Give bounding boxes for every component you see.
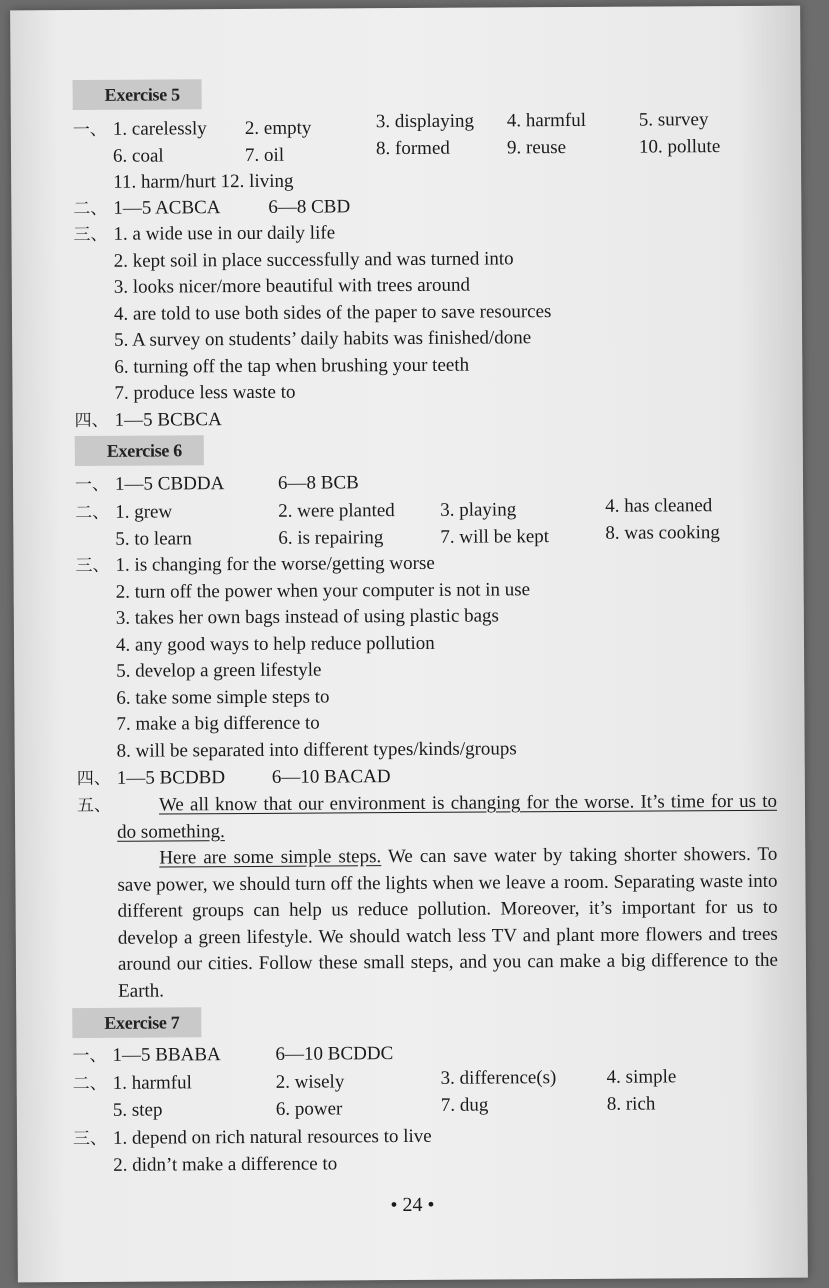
section-number: 三、 [75, 555, 110, 577]
answer-group: 1—5 BBABA [112, 1044, 221, 1066]
answer-line: 1. a wide use in our daily life [113, 222, 336, 245]
answer-item: 3. difference(s) [440, 1067, 557, 1089]
essay-body: We can save water by taking shorter showers. To save power, we should turn off the lights when we leave a room. Separating waste into different groups can help us reduce pollution. Moreover, it’s important for us to develop a green lifestyle. We should watch less TV and plant more flowers and trees around our cities. Follow these small steps, and you can make a big difference to the Earth. [117, 843, 779, 1002]
answer-group: 6—8 BCB [277, 472, 359, 494]
answer-item: 2. were planted [278, 500, 395, 522]
answer-group: 1—5 BCBCA [114, 409, 222, 431]
answer-item: 2. empty [244, 117, 312, 139]
answer-item: 7. dug [440, 1094, 489, 1116]
answer-item: 5. step [112, 1099, 163, 1121]
section-number: 一、 [72, 1045, 107, 1067]
exercise-6-title: Exercise 6 [75, 435, 204, 466]
answer-line: 1. depend on rich natural resources to live [112, 1125, 432, 1149]
answer-item: 1. harmful [112, 1072, 192, 1094]
answer-line: 1. is changing for the worse/getting worse [115, 552, 435, 576]
answer-group: 1—5 ACBCA [113, 197, 221, 219]
answer-item: 1. grew [115, 501, 173, 523]
section-number: 一、 [74, 474, 110, 496]
ex6-section-3 [75, 552, 531, 765]
answer-item: 10. pollute [638, 135, 721, 158]
answer-item: 6. coal [112, 144, 164, 167]
section-number: 四、 [76, 768, 111, 790]
answer-line: 8. will be separated into different types/kinds/groups [116, 737, 517, 762]
book-page [10, 6, 808, 1283]
answer-group: 6—10 BACAD [271, 766, 391, 788]
answer-item: 8. formed [375, 137, 450, 159]
answer-item: 6. power [275, 1097, 343, 1120]
answer-line: 6. take some simple steps to [116, 685, 330, 709]
answer-item: 3. playing [440, 499, 517, 521]
answer-item: 2. wisely [275, 1071, 345, 1093]
answer-line: 2. turn off the power when your computer is not in use [115, 578, 531, 603]
answer-item: 9. reuse [506, 136, 567, 158]
answer-line: 2. kept soil in place successfully and was turned into [113, 247, 514, 272]
exercise-7-title: Exercise 7 [72, 1007, 201, 1038]
section-number: 五、 [76, 795, 112, 817]
answer-group: 6—8 CBD [268, 196, 351, 218]
section-number: 二、 [75, 502, 110, 524]
answer-line: 5. A survey on students’ daily habits was finished/done [114, 327, 532, 351]
answer-line: 6. turning off the tap when brushing your teeth [114, 354, 470, 378]
answer-item: 6. is repairing [278, 526, 384, 549]
answer-group: 1—5 CBDDA [114, 473, 225, 495]
section-number: 四、 [74, 410, 109, 432]
answer-line: 7. make a big difference to [116, 712, 320, 735]
answer-item: 4. harmful [506, 109, 587, 132]
essay-topic-sentence: We all know that our environment is changing for the worse. It’s time for us to do something. [117, 790, 778, 843]
exercise-5-title: Exercise 5 [73, 79, 202, 110]
answer-line: 7. produce less waste to [114, 381, 296, 404]
answer-line: 3. takes her own bags instead of using plastic bags [115, 605, 499, 629]
answer-item: 4. has cleaned [605, 495, 713, 517]
answer-item: 3. displaying [375, 110, 475, 133]
answer-line: 2. didn’t make a difference to [113, 1152, 338, 1176]
answer-item: 4. simple [606, 1066, 677, 1088]
answer-item: 5. survey [638, 109, 709, 131]
section-number: 二、 [73, 198, 108, 220]
ex5-section-1 [72, 109, 793, 197]
section-number: 三、 [72, 1128, 108, 1150]
answer-group: 6—10 BCDDC [275, 1043, 394, 1065]
ex6-section-2 [75, 496, 795, 553]
answer-item: 8. rich [606, 1093, 656, 1115]
page-number: • 24 • [390, 1193, 435, 1217]
answer-item: 1. carelessly [112, 118, 207, 140]
answer-item: 11. harm/hurt 12. living [113, 170, 294, 193]
answer-line: 4. are told to use both sides of the paper to save resources [113, 300, 552, 325]
answer-line: 5. develop a green lifestyle [116, 659, 322, 682]
section-number: 三、 [73, 224, 108, 246]
answer-group: 1—5 BCDBD [116, 767, 226, 789]
section-number: 一、 [72, 119, 107, 141]
answer-item: 8. was cooking [605, 521, 720, 544]
answer-item: 7. oil [244, 144, 285, 166]
essay-paragraph-1 [117, 789, 777, 846]
answer-item: 7. will be kept [440, 525, 550, 548]
essay-paragraph-2 [117, 842, 778, 1005]
essay-lead-sentence: Here are some simple steps. [159, 846, 382, 869]
answer-item: 5. to learn [115, 527, 192, 550]
section-number: 二、 [72, 1073, 107, 1095]
ex7-section-2 [73, 1067, 793, 1124]
ex5-section-3 [73, 222, 552, 407]
answer-line: 3. looks nicer/more beautiful with trees around [113, 274, 471, 298]
answer-line: 4. any good ways to help reduce pollution [115, 632, 435, 656]
